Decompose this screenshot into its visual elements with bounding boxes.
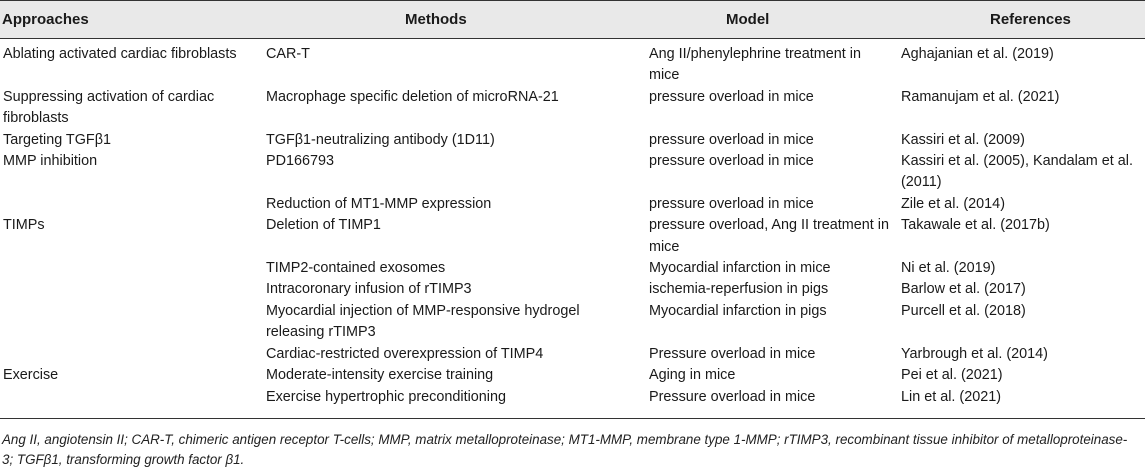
model-cell: Myocardial infarction in pigs (649, 302, 827, 319)
table-row (0, 344, 1145, 365)
model-cell: Aging in mice (649, 367, 736, 384)
reference-cell: Pei et al. (2021) (901, 367, 1003, 384)
model-cell: pressure overload in mice (649, 153, 814, 170)
method-cell: TGFβ1-neutralizing antibody (1D11) (266, 131, 495, 148)
model-cell: pressure overload in mice (649, 88, 814, 105)
approach-cell: Exercise (3, 367, 59, 384)
model-cell: ischemia-reperfusion in pigs (649, 281, 829, 298)
method-cell: Reduction of MT1-MMP expression (266, 195, 492, 212)
table-row (0, 151, 1145, 194)
model-cell: Pressure overload in mice (649, 345, 816, 362)
reference-cell: Aghajanian et al. (2019) (901, 46, 1054, 62)
model-cell: Ang II/phenylephrine treatment in mice (649, 46, 861, 84)
method-cell: CAR-T (266, 46, 310, 62)
approach-cell (0, 194, 263, 215)
approach-cell (0, 279, 263, 300)
model-cell: pressure overload, Ang II treatment in mice (649, 217, 889, 255)
approach-cell: TIMPs (3, 217, 45, 234)
header-methods: Methods (405, 11, 467, 28)
approach-cell: MMP inhibition (3, 153, 98, 170)
method-cell: Macrophage specific deletion of microRNA-21 (266, 88, 559, 105)
model-cell: pressure overload in mice (649, 131, 814, 148)
table-row (0, 87, 1145, 130)
approach-cell (0, 387, 263, 408)
reference-cell: Lin et al. (2021) (901, 388, 1001, 405)
table-body (0, 44, 1145, 408)
table-row (0, 387, 1145, 408)
method-cell: PD166793 (266, 153, 335, 170)
table-row (0, 365, 1145, 386)
table-row (0, 194, 1145, 215)
approach-cell: Targeting TGFβ1 (3, 131, 111, 148)
method-cell: Exercise hypertrophic preconditioning (266, 388, 506, 405)
table-row (0, 130, 1145, 151)
reference-cell: Kassiri et al. (2005), Kandalam et al. (2011) (901, 153, 1133, 191)
reference-cell: Ni et al. (2019) (901, 260, 996, 277)
table-bottom-rule (0, 418, 1145, 419)
method-cell: Myocardial injection of MMP-responsive hydrogel releasing rTIMP3 (266, 302, 580, 341)
reference-cell: Takawale et al. (2017b) (901, 217, 1050, 234)
reference-cell: Barlow et al. (2017) (901, 281, 1026, 298)
reference-cell: Purcell et al. (2018) (901, 302, 1026, 319)
table-footnote: Ang II, angiotensin II; CAR-T, chimeric antigen receptor T-cells; MMP, matrix metalloproteinase; MT1-MMP, membrane type 1-MMP; rTIMP3, recombinant tissue inhibitor of metalloproteinase-3; TGFβ1, transforming growth factor β1. (2, 432, 1128, 467)
method-cell: Moderate-intensity exercise training (266, 367, 494, 384)
table-row (0, 44, 1145, 87)
table-row (0, 279, 1145, 300)
table-row (0, 301, 1145, 344)
header-model: Model (726, 11, 770, 28)
table-row (0, 258, 1145, 279)
approach-cell (0, 344, 263, 365)
approach-cell: Ablating activated cardiac fibroblasts (3, 46, 237, 62)
header-approaches: Approaches (2, 11, 89, 28)
table-row (0, 215, 1145, 258)
header-references: References (990, 11, 1071, 28)
model-cell: Myocardial infarction in mice (649, 260, 831, 277)
reference-cell: Kassiri et al. (2009) (901, 131, 1025, 148)
approach-cell (0, 301, 263, 344)
model-cell: pressure overload in mice (649, 195, 814, 212)
reference-cell: Zile et al. (2014) (901, 195, 1005, 212)
method-cell: TIMP2-contained exosomes (266, 260, 446, 277)
method-cell: Deletion of TIMP1 (266, 217, 381, 234)
method-cell: Cardiac-restricted overexpression of TIMP4 (266, 345, 544, 362)
reference-cell: Yarbrough et al. (2014) (901, 345, 1048, 362)
table-header (0, 0, 1145, 39)
approach-cell: Suppressing activation of cardiac fibroblasts (3, 88, 215, 127)
approach-cell (0, 258, 263, 279)
reference-cell: Ramanujam et al. (2021) (901, 88, 1060, 105)
method-cell: Intracoronary infusion of rTIMP3 (266, 281, 472, 298)
model-cell: Pressure overload in mice (649, 388, 816, 405)
